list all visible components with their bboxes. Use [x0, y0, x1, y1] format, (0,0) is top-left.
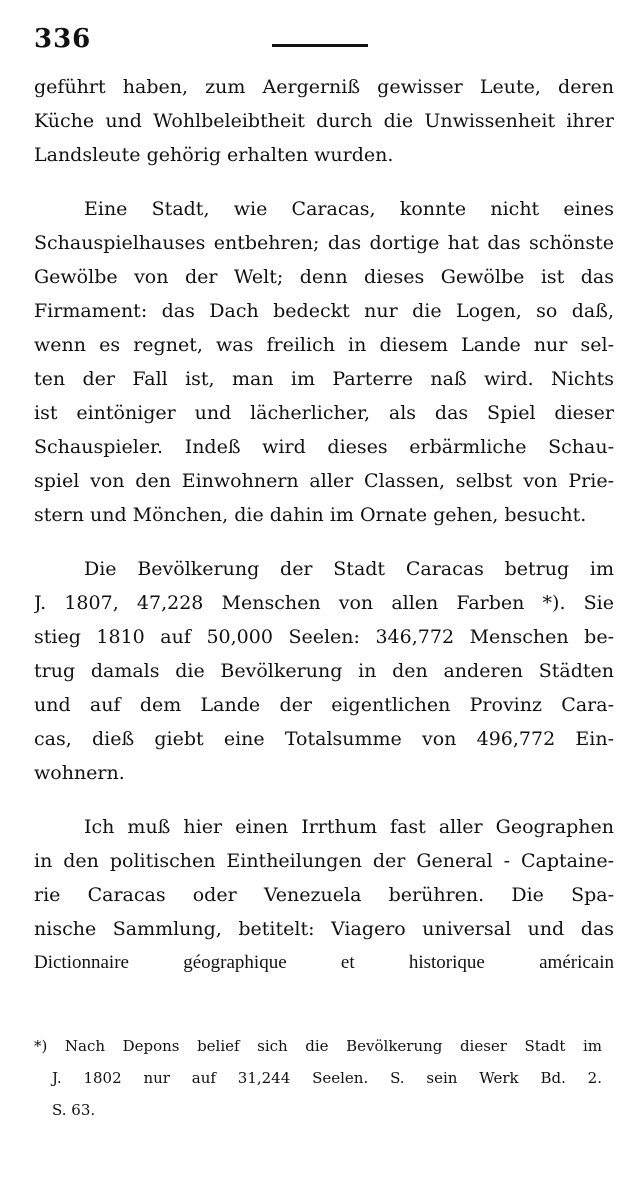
text-line: und auf dem Lande der eigentlichen Provinz Cara-: [34, 694, 614, 716]
footnote: [34, 1030, 602, 1126]
text-line: Gewölbe von der Welt; denn dieses Gewölbe ist das: [34, 266, 614, 288]
footnote-line: S. 63.: [52, 1101, 96, 1119]
footnote-line: *) Nach Depons belief sich die Bevölkerung dieser Stadt im: [34, 1037, 602, 1055]
text-line: J. 1807, 47,228 Menschen von allen Farben *). Sie: [34, 592, 614, 614]
text-line: stern und Mönchen, die dahin im Ornate gehen, besucht.: [34, 504, 587, 526]
text-line: ten der Fall ist, man im Parterre naß wird. Nichts: [34, 368, 614, 390]
text-line: Küche und Wohlbeleibtheit durch die Unwissenheit ihrer: [34, 110, 614, 132]
header-rule: [272, 44, 368, 47]
page-number: 336: [34, 24, 92, 54]
text-line: Landsleute gehörig erhalten wurden.: [34, 144, 394, 166]
paragraph-1: [34, 70, 614, 172]
text-line: Schauspieler. Indeß wird dieses erbärmliche Schau-: [34, 436, 614, 458]
text-line: ist eintöniger und lächerlicher, als das Spiel dieser: [34, 402, 614, 424]
text-line: trug damals die Bevölkerung in den anderen Städten: [34, 660, 614, 682]
text-line: Firmament: das Dach bedeckt nur die Logen, so daß,: [34, 300, 614, 322]
text-line: Ich muß hier einen Irrthum fast aller Geographen: [84, 816, 614, 838]
text-line: spiel von den Einwohnern aller Classen, selbst von Prie-: [34, 470, 614, 492]
text-line: cas, dieß giebt eine Totalsumme von 496,772 Ein-: [34, 728, 614, 750]
text-line: Schauspielhauses entbehren; das dortige hat das schönste: [34, 232, 614, 254]
paragraph-3: [34, 552, 614, 790]
text-line: Eine Stadt, wie Caracas, konnte nicht eines: [84, 198, 614, 220]
text-line: in den politischen Eintheilungen der General - Captaine-: [34, 850, 614, 872]
text-line: Dictionnaire géographique et historique américain: [34, 952, 614, 973]
paragraph-4: [34, 810, 614, 980]
text-line: geführt haben, zum Aergerniß gewisser Leute, deren: [34, 76, 614, 98]
footnote-line: J. 1802 nur auf 31,244 Seelen. S. sein Werk Bd. 2.: [52, 1069, 602, 1087]
text-line: wohnern.: [34, 762, 125, 784]
text-line: stieg 1810 auf 50,000 Seelen: 346,772 Menschen be-: [34, 626, 614, 648]
paragraph-2: [34, 192, 614, 532]
body-text: [34, 70, 614, 980]
text-line: wenn es regnet, was freilich in diesem Lande nur sel-: [34, 334, 614, 356]
text-line: Die Bevölkerung der Stadt Caracas betrug im: [84, 558, 614, 580]
text-line: rie Caracas oder Venezuela berühren. Die Spa-: [34, 884, 614, 906]
text-line: nische Sammlung, betitelt: Viagero universal und das: [34, 918, 614, 940]
